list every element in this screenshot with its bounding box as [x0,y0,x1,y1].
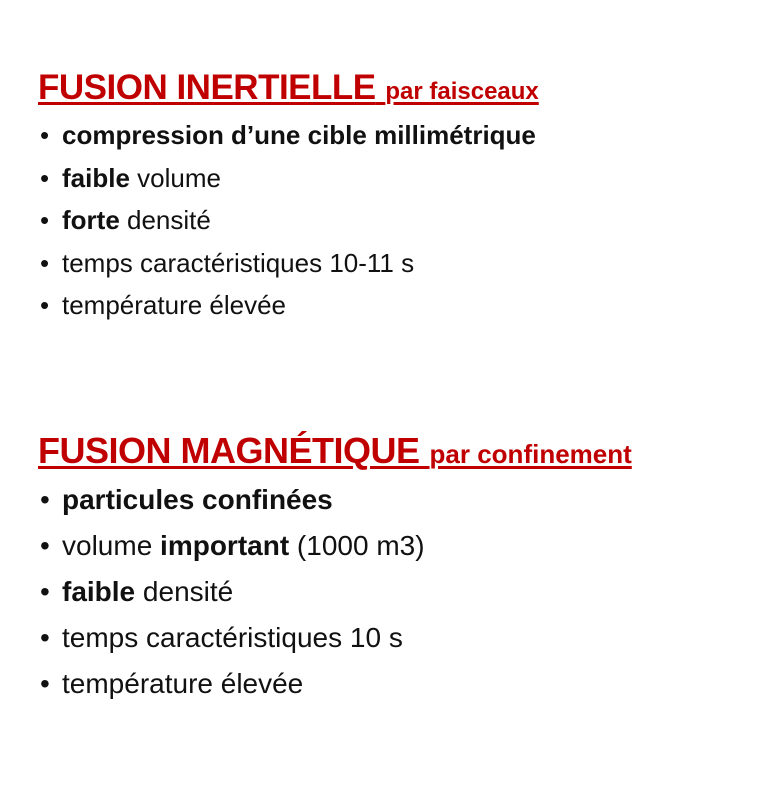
bullet-icon: • [40,484,50,516]
item-bold-text: faible [62,162,130,193]
item-text: température élevée [62,668,304,700]
item-bold-text: particules confinées [62,484,333,516]
list-item [38,157,539,200]
bullet-icon: • [40,247,50,278]
bullet-icon: • [40,668,50,700]
heading-subtitle: par confinement [429,439,632,469]
bullet-icon: • [40,120,50,151]
item-text: volume [129,162,221,193]
bullet-icon: • [40,576,50,608]
bullet-icon: • [40,530,50,562]
bullet-list [38,114,539,327]
list-item [38,661,632,707]
item-bold-text: important [160,530,290,562]
list-item [38,615,632,661]
heading-subtitle: par faisceaux [385,78,539,105]
list-item [38,199,539,242]
item-bold-text: forte [62,205,120,236]
list-item [38,569,632,615]
bullet-icon: • [40,162,50,193]
heading-title: FUSION MAGNÉTIQUE [38,430,420,471]
item-text: densité [135,576,234,608]
item-text: température élevée [62,290,287,321]
list-item [38,242,539,285]
bullet-icon: • [40,622,50,654]
item-bold-text: faible [62,576,136,608]
section-inertial-fusion [38,68,539,327]
heading-title: FUSION INERTIELLE [38,68,376,107]
item-bold-text: compression d’une cible millimétrique [62,120,536,151]
bullet-icon: • [40,290,50,321]
bullet-icon: • [40,205,50,236]
item-text: (1000 m3) [289,530,425,562]
item-text: temps caractéristiques 10-11 s [62,247,415,278]
list-item [38,114,539,157]
section-magnetic-fusion [38,430,632,707]
list-item [38,477,632,523]
item-text: densité [119,205,211,236]
section-heading [38,68,539,108]
list-item [38,523,632,569]
section-heading [38,430,632,471]
list-item [38,284,539,327]
item-text: temps caractéristiques 10 s [62,622,403,654]
bullet-list [38,477,632,707]
item-text-prefix: volume [62,530,161,562]
